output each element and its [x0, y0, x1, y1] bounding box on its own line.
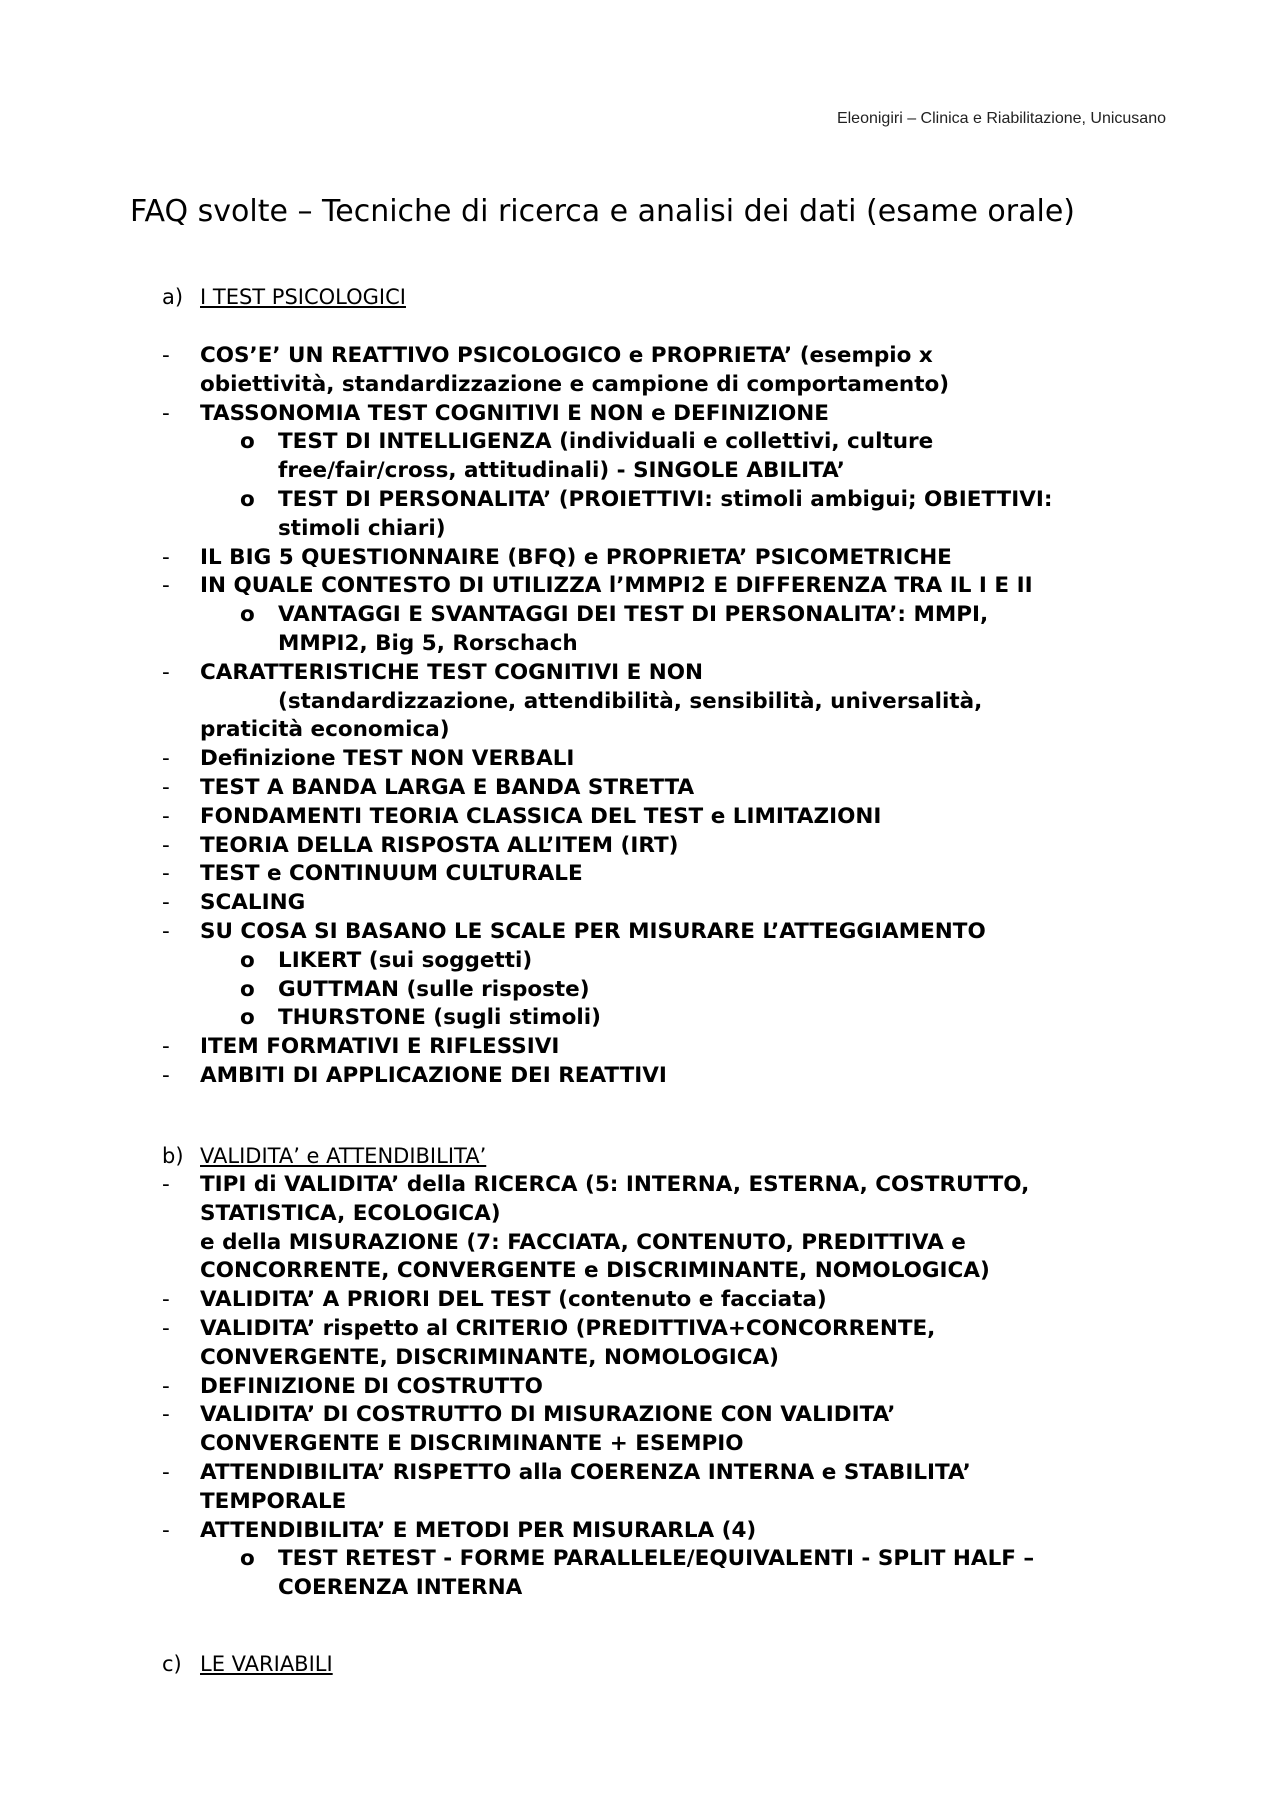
dash-bullet: - — [162, 1172, 170, 1197]
list-item-text: SCALING — [200, 890, 306, 916]
sub-list-item — [162, 976, 1140, 1005]
list-item — [162, 1401, 1140, 1430]
section-label: I TEST PSICOLOGICI — [200, 285, 406, 309]
dash-bullet: - — [162, 1287, 170, 1313]
dash-bullet: - — [162, 400, 170, 426]
dash-bullet: - — [162, 1315, 170, 1341]
dash-bullet: - — [162, 803, 170, 829]
dash-bullet: - — [162, 573, 170, 599]
list-item — [162, 832, 1140, 861]
sub-list-item — [162, 1545, 1140, 1574]
list-item-text: FONDAMENTI TEORIA CLASSICA DEL TEST e LIMITAZIONI — [200, 803, 882, 829]
section-a — [162, 282, 1140, 1091]
list-item-text: ATTENDIBILITA’ E METODI PER MISURARLA (4) — [200, 1517, 757, 1543]
dash-bullet: - — [162, 1402, 170, 1428]
list-item — [162, 400, 1140, 429]
list-item-text: ATTENDIBILITA’ RISPETTO alla COERENZA INTERNA e STABILITA’ — [200, 1459, 971, 1485]
dash-bullet: - — [162, 1459, 170, 1485]
list-item-text: TASSONOMIA TEST COGNITIVI E NON e DEFINIZIONE — [200, 400, 829, 426]
list-item-continuation: CONVERGENTE, DISCRIMINANTE, NOMOLOGICA) — [200, 1344, 779, 1370]
list-item — [162, 1062, 1140, 1091]
list-item — [162, 1033, 1140, 1062]
sub-item-continuation: MMPI2, Big 5, Rorschach — [278, 630, 578, 656]
list-item-text: AMBITI DI APPLICAZIONE DEI REATTIVI — [200, 1062, 667, 1088]
sub-item-continuation: COERENZA INTERNA — [278, 1575, 523, 1601]
list-item-text: SU COSA SI BASANO LE SCALE PER MISURARE L’ATTEGGIAMENTO — [200, 918, 986, 944]
sub-item-text: TEST RETEST - FORME PARALLELE/EQUIVALENTI - SPLIT HALF – — [278, 1546, 1035, 1572]
list-item-continuation: TEMPORALE — [200, 1488, 347, 1514]
dash-bullet: - — [162, 832, 170, 858]
section-c — [162, 1649, 333, 1679]
dash-bullet: - — [162, 746, 170, 772]
header-note: Eleonigiri – Clinica e Riabilitazione, Unicusano — [836, 110, 1166, 127]
sub-item-text: THURSTONE (sugli stimoli) — [278, 1005, 601, 1031]
dash-bullet: - — [162, 343, 170, 368]
section-letter: c) — [162, 1652, 182, 1676]
list-item — [162, 1459, 1140, 1488]
sub-bullet: o — [240, 976, 255, 1002]
sub-list-item — [162, 1004, 1140, 1033]
section-letter: b) — [162, 1144, 184, 1168]
dash-bullet: - — [162, 774, 170, 800]
dash-bullet: - — [162, 1062, 170, 1088]
list-item — [162, 544, 1140, 573]
dash-bullet: - — [162, 659, 170, 685]
list-item-text: TEORIA DELLA RISPOSTA ALL’ITEM (IRT) — [200, 832, 679, 858]
list-item-text: IL BIG 5 QUESTIONNAIRE (BFQ) e PROPRIETA’ PSICOMETRICHE — [200, 544, 952, 570]
section-label: VALIDITA’ e ATTENDIBILITA’ — [200, 1144, 487, 1168]
list-item — [162, 659, 1140, 688]
list-item-text: Definizione TEST NON VERBALI — [200, 746, 575, 772]
list-item-text: CARATTERISTICHE TEST COGNITIVI E NON — [200, 659, 704, 685]
sub-list-item — [162, 428, 1140, 457]
list-item — [162, 1373, 1140, 1402]
section-c-heading — [162, 1649, 333, 1679]
section-a-heading — [162, 282, 1140, 312]
sub-bullet: o — [240, 1005, 255, 1031]
dash-bullet: - — [162, 1034, 170, 1060]
list-item — [162, 889, 1140, 918]
page-title: FAQ svolte – Tecniche di ricerca e analisi dei dati (esame orale) — [130, 194, 1075, 229]
dash-bullet: - — [162, 918, 170, 944]
list-item-continuation: CONVERGENTE E DISCRIMINANTE + ESEMPIO — [200, 1431, 744, 1457]
dash-bullet: - — [162, 1517, 170, 1543]
list-item-text: VALIDITA’ A PRIORI DEL TEST (contenuto e facciata) — [200, 1287, 827, 1313]
sub-bullet: o — [240, 602, 255, 628]
dash-bullet: - — [162, 544, 170, 570]
sub-item-text: GUTTMAN (sulle risposte) — [278, 976, 590, 1002]
list-item-text: COS’E’ UN REATTIVO PSICOLOGICO e PROPRIETA’ (esempio x — [200, 343, 933, 368]
sub-item-continuation: stimoli chiari) — [278, 515, 446, 541]
list-item — [162, 1517, 1140, 1546]
sub-item-continuation: free/fair/cross, attitudinali) - SINGOLE ABILITA’ — [278, 458, 845, 484]
sub-list-item — [162, 601, 1140, 630]
dash-bullet: - — [162, 1373, 170, 1399]
dash-bullet: - — [162, 861, 170, 887]
sub-item-text: TEST DI PERSONALITA’ (PROIETTIVI: stimoli ambigui; OBIETTIVI: — [278, 486, 1053, 512]
list-item — [162, 918, 1140, 947]
sub-item-text: VANTAGGI E SVANTAGGI DEI TEST DI PERSONALITA’: MMPI, — [278, 602, 989, 628]
section-letter: a) — [162, 285, 184, 309]
list-item-text: IN QUALE CONTESTO DI UTILIZZA l’MMPI2 E DIFFERENZA TRA IL I E II — [200, 573, 1033, 599]
dash-bullet: - — [162, 890, 170, 916]
list-item — [162, 860, 1140, 889]
sub-bullet: o — [240, 429, 255, 455]
list-item-continuation: obiettività, standardizzazione e campione di comportamento) — [200, 371, 950, 397]
section-a-items — [162, 342, 1140, 1091]
list-item-text: ITEM FORMATIVI E RIFLESSIVI — [200, 1034, 560, 1060]
list-item-text: TIPI di VALIDITA’ della RICERCA (5: INTERNA, ESTERNA, COSTRUTTO, — [200, 1172, 1030, 1197]
sub-bullet: o — [240, 486, 255, 512]
sub-item-text: TEST DI INTELLIGENZA (individuali e collettivi, culture — [278, 429, 934, 455]
sub-list-item — [162, 947, 1140, 976]
list-item-text: VALIDITA’ rispetto al CRITERIO (PREDITTIVA+CONCORRENTE, — [200, 1315, 936, 1341]
section-b-heading — [162, 1141, 1140, 1171]
sub-bullet: o — [240, 1546, 255, 1572]
list-item — [162, 745, 1140, 774]
list-item — [162, 1171, 1140, 1200]
list-item — [162, 342, 1140, 371]
sub-bullet: o — [240, 947, 255, 973]
list-item — [162, 572, 1140, 601]
list-item — [162, 1315, 1140, 1344]
section-b-items — [162, 1171, 1140, 1603]
section-label: LE VARIABILI — [200, 1652, 333, 1676]
list-item-continuation: e della MISURAZIONE (7: FACCIATA, CONTENUTO, PREDITTIVA e — [200, 1229, 966, 1255]
list-item — [162, 1286, 1140, 1315]
list-item — [162, 803, 1140, 832]
list-item-continuation: praticità economica) — [200, 717, 450, 743]
list-item-continuation: CONCORRENTE, CONVERGENTE e DISCRIMINANTE, NOMOLOGICA) — [200, 1258, 990, 1284]
list-item-text: TEST e CONTINUUM CULTURALE — [200, 861, 583, 887]
sub-item-text: LIKERT (sui soggetti) — [278, 947, 533, 973]
list-item-text: VALIDITA’ DI COSTRUTTO DI MISURAZIONE CON VALIDITA’ — [200, 1402, 896, 1428]
list-item-continuation: (standardizzazione, attendibilità, sensibilità, universalità, — [278, 688, 983, 714]
list-item — [162, 774, 1140, 803]
list-item-continuation: STATISTICA, ECOLOGICA) — [200, 1200, 501, 1226]
list-item-text: TEST A BANDA LARGA E BANDA STRETTA — [200, 774, 695, 800]
list-item-text: DEFINIZIONE DI COSTRUTTO — [200, 1373, 543, 1399]
sub-list-item — [162, 486, 1140, 515]
section-b — [162, 1141, 1140, 1603]
